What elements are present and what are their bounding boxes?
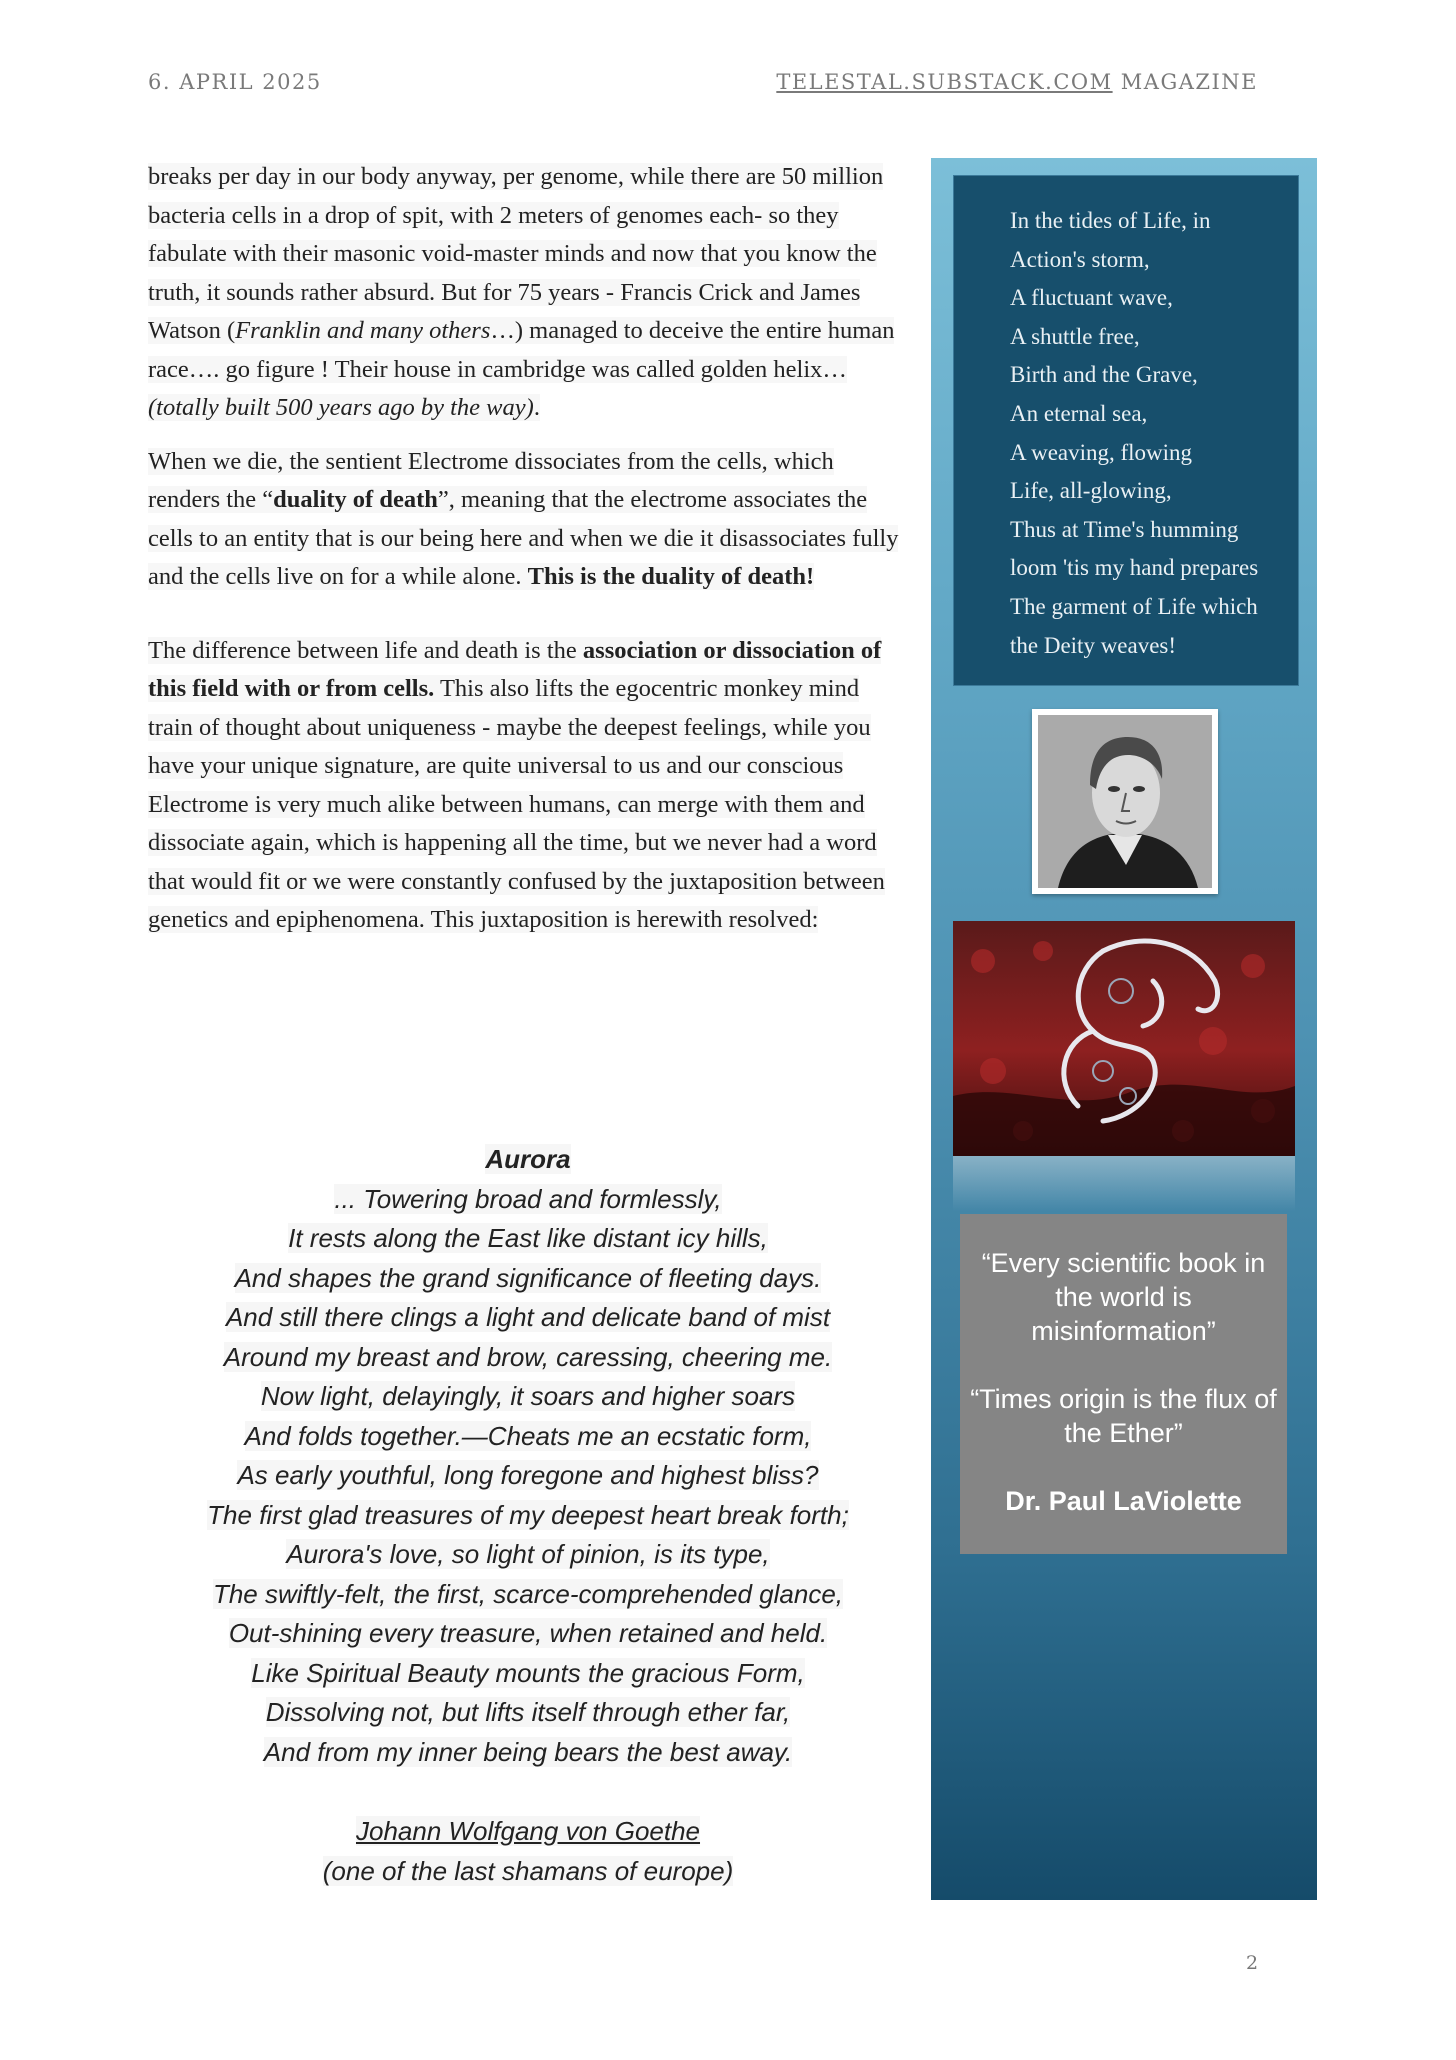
sidebar-poem (953, 175, 1299, 686)
poem-line: The swiftly-felt, the first, scarce-comprehended glance, (212, 1578, 844, 1609)
poem-title: Aurora (485, 1144, 571, 1174)
p2-bold-conclusion: This is the duality of death! (527, 563, 815, 590)
poem-line: As early youthful, long foregone and highest bliss? (237, 1460, 819, 1490)
poem-line: Dissolving not, but lifts itself through ether far, (265, 1697, 791, 1727)
poem-line: Like Spiritual Beauty mounts the gracious Form, (251, 1657, 805, 1688)
p1-text-e: . (533, 394, 540, 421)
site-link[interactable]: TELESTAL.SUBSTACK.COM (776, 70, 1113, 94)
poem-line: And still there clings a light and delicate band of mist (225, 1302, 831, 1332)
header-date: 6. APRIL 2025 (148, 70, 322, 94)
article-body (148, 158, 908, 940)
poem-line: Aurora's love, so light of pinion, is its type, (286, 1539, 770, 1569)
p2-bold-duality: duality of death (273, 486, 438, 513)
paragraph-1 (148, 158, 908, 428)
aurora-poem (148, 1140, 908, 1891)
poem-line: ... Towering broad and formlessly, (334, 1183, 722, 1214)
poem-line: The first glad treasures of my deepest heart break forth; (207, 1499, 849, 1530)
sidebar-poem-line: A shuttle free, (1010, 323, 1140, 349)
p3-bold-association: association or dissociation of this field with or from cells. (148, 636, 882, 702)
poem-line: Out-shining every treasure, when retained and held. (228, 1618, 828, 1648)
sidebar-poem-line: Life, all-glowing, (1010, 478, 1172, 504)
sidebar-poem-line: A fluctuant wave, (1010, 285, 1173, 311)
magazine-label: MAGAZINE (1120, 70, 1258, 94)
p2-text-a: When we die, the sentient Electrome dissociates from the cells, which renders the “ (148, 447, 834, 513)
poem-author-note: (one of the last shamans of europe) (322, 1855, 734, 1886)
sidebar-poem-line: Action's storm, (1010, 246, 1150, 272)
poem-line: Around my breast and brow, caressing, cheering me. (223, 1341, 833, 1372)
sidebar-poem-line: loom 'tis my hand prepares (1010, 555, 1259, 581)
p1-text-c: …) managed to deceive the entire human race…. go figure ! Their house in cambridge was called golden helix… (148, 317, 895, 383)
sidebar-poem-line: The garment of Life which (1010, 593, 1258, 619)
p1-italic-aside: (totally built 500 years ago by the way) (148, 394, 534, 421)
sidebar-poem-line: An eternal sea, (1010, 400, 1148, 426)
header-publication (776, 70, 1258, 94)
paragraph-2 (148, 443, 908, 597)
sidebar-poem-line: A weaving, flowing (1010, 439, 1193, 465)
gothic-ornament-artwork (953, 921, 1295, 1156)
quote-1: “Every scientific book in the world is misinformation” (981, 1248, 1266, 1346)
quote-box (960, 1214, 1287, 1554)
sidebar (931, 158, 1317, 1900)
sidebar-poem-line: the Deity weaves! (1010, 632, 1177, 658)
p1-italic-names: Franklin and many others (235, 317, 491, 344)
p3-text-a: The difference between life and death is the (148, 636, 583, 664)
p2-text-c: ”, meaning that the electrome associates the cells to an entity that is our being here and when we die it disassociates fully and the cells live on for a while alone. (148, 486, 899, 590)
poem-line: Now light, delayingly, it soars and higher soars (260, 1381, 796, 1411)
sidebar-poem-line: Birth and the Grave, (1010, 362, 1198, 388)
goethe-portrait-image (1032, 709, 1218, 894)
quote-author: Dr. Paul LaViolette (1005, 1486, 1242, 1516)
page-number: 2 (1246, 1952, 1259, 1974)
poem-line: And from my inner being bears the best away. (263, 1736, 793, 1767)
p3-text-c: This also lifts the egocentric monkey mind train of thought about uniqueness - maybe the deepest feelings, while you have your unique signature, are quite universal to us and our conscious Electrome is very much alike between humans, can merge with them and dissociate again, which is happening all the time, but we never had a word that would fit or we were constantly confused by the juxtaposition between genetics and epiphenomena. This juxtaposition is herewith resolved: (148, 675, 885, 933)
artwork-reflection (953, 1156, 1295, 1211)
sidebar-poem-line: Thus at Time's humming (1010, 516, 1239, 542)
sidebar-poem-line: In the tides of Life, in (1010, 208, 1211, 233)
paragraph-3 (148, 632, 908, 940)
poem-author: Johann Wolfgang von Goethe (355, 1816, 701, 1846)
quote-2: “Times origin is the flux of the Ether” (970, 1384, 1277, 1448)
poem-line: And folds together.—Cheats me an ecstatic form, (244, 1420, 812, 1451)
poem-line: And shapes the grand significance of fleeting days. (234, 1262, 822, 1293)
p1-text-a: breaks per day in our body anyway, per genome, while there are 50 million bacteria cells in a drop of spit, with 2 meters of genomes each- so they fabulate with their masonic void-master minds and now that you know the truth, it sounds rather absurd. But for 75 years - Francis Crick and James Watson ( (148, 163, 884, 344)
poem-line: It rests along the East like distant icy hills, (288, 1223, 768, 1253)
